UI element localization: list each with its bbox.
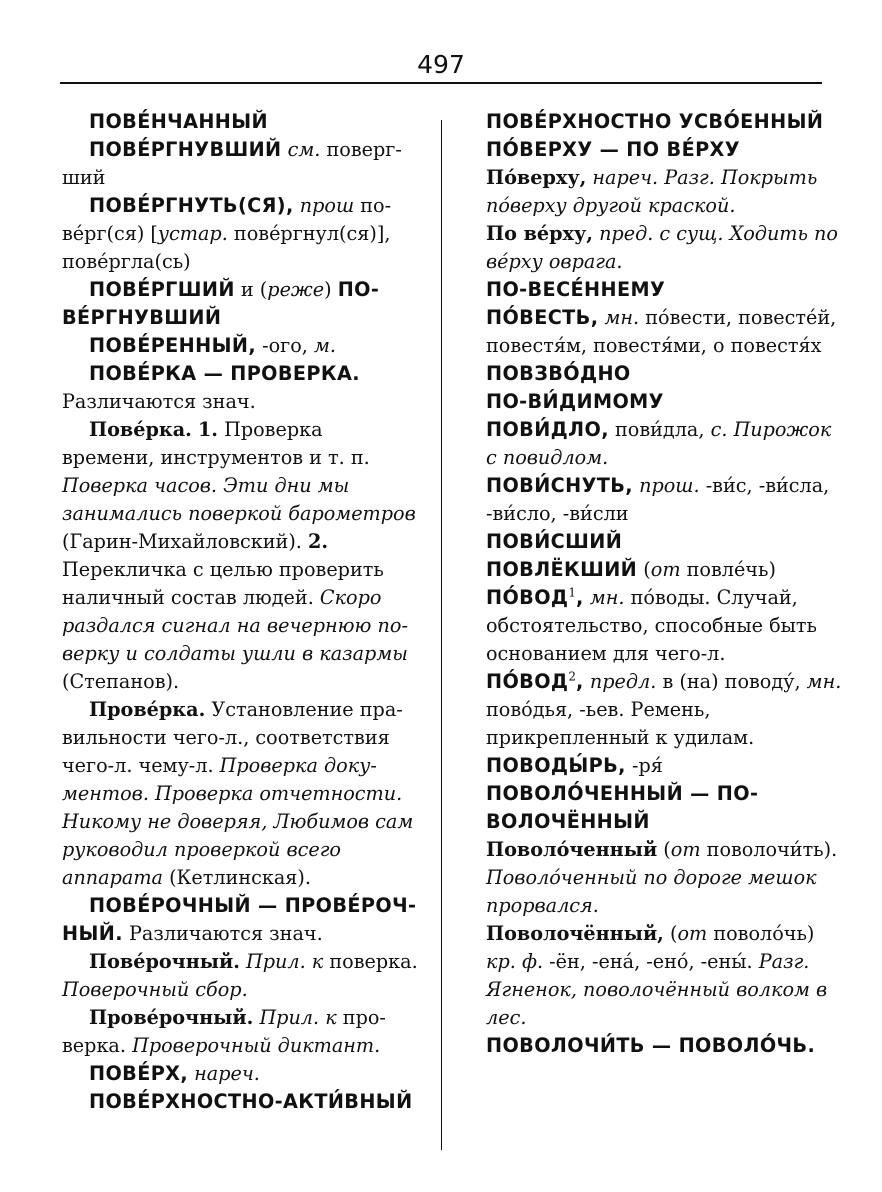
- text-right-r14-sep: ,: [576, 670, 584, 693]
- entry-povergnuvshy: [62, 136, 420, 192]
- text-left-e4-hw2: ПОВЕ́РГНУВШИЙ: [62, 278, 379, 329]
- sense-povolochenny-1: [486, 836, 844, 920]
- sense-povolochenny-2: [486, 920, 844, 1032]
- text-right-r13-sup: 1: [568, 585, 577, 600]
- text-left-s4-hw: Прове́рочный.: [89, 1006, 254, 1029]
- text-left-e1: ПОВЕ́НЧАННЫЙ: [89, 110, 268, 133]
- text-left-e3-a: пове́рг(ся) [: [62, 194, 392, 245]
- left-column: [62, 108, 420, 1116]
- entry-poverka-proverka: [62, 360, 420, 416]
- text-left-s1-hw: Пове́рка.: [89, 418, 192, 441]
- text-right-r17-open: (: [663, 838, 671, 861]
- entry-povenchanny: [62, 108, 420, 136]
- text-right-r6-hw: ПО́ВЕСТЬ,: [486, 306, 599, 329]
- text-right-r18-open: (: [669, 922, 678, 945]
- text-right-r17-hw: Поволо́ченный: [486, 838, 658, 861]
- text-right-r9-hw: ПОВИ́ДЛО,: [486, 418, 609, 441]
- text-right-r14-sup: 2: [568, 669, 577, 684]
- entry-po-vesennemu: [486, 276, 844, 304]
- text-right-r10-prosh: прош.: [639, 474, 700, 497]
- text-right-r1: ПОВЕ́РХНОСТНО УСВО́ЕННЫЙ: [486, 110, 824, 133]
- entry-povod-2: [486, 668, 844, 752]
- text-left-e4-hw1: ПОВЕ́РГШИЙ: [89, 278, 235, 301]
- text-right-r13-a: по́воды. Случай, обстоятельство, способные быть основанием для чего-л.: [486, 586, 817, 665]
- entry-povolochit: [486, 1032, 844, 1060]
- text-left-e7-hw: ПОВЕ́РОЧНЫЙ — ПРОВЕ́РОЧНЫЙ.: [62, 894, 416, 945]
- text-left-e3-hw: ПОВЕ́РГНУТЬ(СЯ),: [89, 194, 294, 217]
- sense-poverka: [62, 416, 420, 696]
- entry-poverkhnostno-aktivny: [62, 1088, 420, 1116]
- text-left-s3-a: поверка.: [329, 950, 418, 973]
- text-right-r4-gram: пред. с сущ.: [599, 222, 724, 245]
- text-left-e5-hw: ПОВЕ́РЕННЫЙ,: [89, 334, 257, 357]
- entry-poverkhnostno-usvoenny: [486, 108, 844, 136]
- text-right-r12-a: повле́чь): [686, 558, 776, 581]
- text-right-r13-mn: мн.: [589, 586, 625, 609]
- entry-po-vidimomu: [486, 388, 844, 416]
- text-right-r15-a: -ря́: [631, 754, 663, 777]
- text-left-e6-hw: ПОВЕ́РКА — ПРОВЕРКА.: [89, 362, 360, 385]
- text-right-r14-mn: мн.: [806, 670, 842, 693]
- text-left-e9: ПОВЕ́РХНОСТНО-АКТИ́ВНЫЙ: [89, 1090, 413, 1113]
- entry-povergshy: [62, 276, 420, 332]
- text-left-e3-b: пове́ргнул(ся)], пове́ргла(сь): [62, 222, 391, 273]
- text-left-s1-ex2: Скоро раздался сигнал на вечернюю поверку и солдаты ушли в казармы: [62, 586, 408, 665]
- text-left-e7-rest: Различаются знач.: [129, 922, 323, 945]
- entry-povzvodno: [486, 360, 844, 388]
- entry-poverenny: [62, 332, 420, 360]
- text-left-e8-hw: ПОВЕ́РХ,: [89, 1062, 189, 1085]
- entry-poverochny: [62, 892, 420, 948]
- text-left-e2-see: см.: [287, 138, 321, 161]
- text-left-s1-src1: (Гарин-Михайловский).: [62, 530, 302, 553]
- text-right-r18-ex: Разг. Ягненок, поволочённый волком в лес.: [486, 950, 828, 1029]
- sense-proverka: [62, 696, 420, 892]
- text-right-r14-predl: предл.: [589, 670, 657, 693]
- entry-povod-1: [486, 584, 844, 668]
- text-left-e6-rest: Различаются знач.: [62, 390, 256, 413]
- text-left-s1-n2: 2.: [308, 530, 329, 553]
- text-right-r12-open: (: [643, 558, 651, 581]
- text-right-r10-a: -ви́с, -ви́сла, -ви́сло, -ви́сли: [486, 474, 830, 525]
- text-right-r6-mn: мн.: [604, 306, 640, 329]
- text-right-r14-a: в (на) поводу́,: [662, 670, 801, 693]
- entry-povest: [486, 304, 844, 360]
- text-right-r13-hw: ПО́ВОД: [486, 586, 569, 609]
- text-left-e5-a: -ого,: [262, 334, 308, 357]
- text-right-r19: ПОВОЛОЧИ́ТЬ — ПОВОЛО́ЧЬ.: [486, 1034, 816, 1057]
- entry-povodyr: [486, 752, 844, 780]
- text-right-r3-gram: нареч. Разг.: [592, 166, 715, 189]
- entry-povisnut: [486, 472, 844, 528]
- text-right-r4-hw: По ве́рху,: [486, 222, 593, 245]
- text-left-e4-rezhe: реже: [267, 278, 325, 301]
- column-divider: [441, 120, 442, 1150]
- text-right-r18-a: поволо́чь): [713, 922, 815, 945]
- entry-povlekshy: [486, 556, 844, 584]
- header-rule: [60, 82, 822, 84]
- text-left-s2-ex: Проверка документов. Проверка отчетности. Никому не доверяя, Любимов сам руководил проверкой всего аппарата: [62, 754, 414, 889]
- text-left-s4-a: проверка.: [62, 1006, 386, 1057]
- sense-poverochny: [62, 948, 420, 1004]
- sense-proverochny: [62, 1004, 420, 1060]
- entry-poverkhu: [486, 136, 844, 164]
- text-left-e3-ustar: устар.: [157, 222, 228, 245]
- text-right-r14-b: пово́дья, -ьев. Ремень, прикрепленный к удилам.: [486, 698, 755, 749]
- text-right-r18-hw: Поволочённый,: [486, 922, 664, 945]
- text-right-r9-ex: Пирожок с повидлом.: [486, 418, 832, 469]
- text-right-r18-b: -ён, -ена́, -ено́, -ены́.: [549, 950, 753, 973]
- text-right-r7: ПОВЗВО́ДНО: [486, 362, 631, 385]
- text-right-r4-ex: Ходить по ве́рху оврага.: [486, 222, 838, 273]
- text-right-r12-ot: от: [650, 558, 681, 581]
- text-left-s4-pril: Прил. к: [259, 1006, 337, 1029]
- text-right-r3-hw: По́верху,: [486, 166, 587, 189]
- text-left-s3-pril: Прил. к: [246, 950, 324, 973]
- text-right-r6-a: по́вести, повесте́й, повестя́м, повестя́ми, о повестя́х: [486, 306, 837, 357]
- text-left-s3-ex: Поверочный сбор.: [62, 978, 248, 1001]
- text-left-s4-ex: Проверочный диктант.: [132, 1034, 381, 1057]
- text-left-s1-ex1: Поверка часов. Эти дни мы занимались поверкой барометров: [62, 474, 416, 525]
- text-right-r18-kr: кр. ф.: [486, 950, 544, 973]
- sense-po-verkhu: [486, 220, 844, 276]
- text-right-r16: ПОВОЛО́ЧЕННЫЙ — ПОВОЛОЧЁННЫЙ: [486, 782, 758, 833]
- text-left-s1-b: Перекличка с целью проверить наличный состав людей.: [62, 558, 384, 609]
- text-left-s3-hw: Пове́рочный.: [89, 950, 240, 973]
- text-right-r18-ot: от: [677, 922, 708, 945]
- text-right-r17-a: поволочи́ть).: [706, 838, 838, 861]
- text-left-e4-and: и (: [240, 278, 268, 301]
- text-left-e2-rest: повергший: [62, 138, 402, 189]
- text-left-s2-a: Установление правильности чего-л., соответствия чего-л. чему-л.: [62, 698, 403, 777]
- entry-povolochenny: [486, 780, 844, 836]
- entry-poverkh: [62, 1060, 420, 1088]
- text-right-r9-a: пови́дла,: [615, 418, 705, 441]
- text-left-s1-src2: (Степанов).: [62, 670, 180, 693]
- text-right-r12-hw: ПОВЛЁКШИЙ: [486, 558, 638, 581]
- text-right-r14-hw: ПО́ВОД: [486, 670, 569, 693]
- text-right-r17-ot: от: [670, 838, 701, 861]
- text-right-r8: ПО-ВИ́ДИМОМУ: [486, 390, 664, 413]
- text-right-r11: ПОВИ́СШИЙ: [486, 530, 623, 553]
- entry-povisshy: [486, 528, 844, 556]
- text-left-e8-nar: нареч.: [194, 1062, 260, 1085]
- text-right-r9-s: с.: [710, 418, 728, 441]
- text-right-r2: ПО́ВЕРХУ — ПО ВЕ́РХУ: [486, 138, 740, 161]
- text-left-s2-src: (Кетлинская).: [169, 866, 312, 889]
- text-left-s1-n1: 1.: [197, 418, 218, 441]
- entry-povergnut: [62, 192, 420, 276]
- text-left-e3-prosh: прош: [299, 194, 355, 217]
- text-left-s1-a: Проверка времени, инструментов и т. п.: [62, 418, 370, 469]
- right-column: [486, 108, 844, 1060]
- page-number: 497: [417, 50, 465, 79]
- text-right-r10-hw: ПОВИ́СНУТЬ,: [486, 474, 633, 497]
- text-right-r15-hw: ПОВОДЫ́РЬ,: [486, 754, 626, 777]
- text-right-r3-ex: Покрыть по́верху другой краской.: [486, 166, 818, 217]
- text-left-e2-hw: ПОВЕ́РГНУВШИЙ: [89, 138, 282, 161]
- text-right-r13-sep: ,: [576, 586, 584, 609]
- text-right-r5: ПО-ВЕСЕ́ННЕМУ: [486, 278, 666, 301]
- entry-povidlo: [486, 416, 844, 472]
- text-left-s2-hw: Прове́рка.: [89, 698, 206, 721]
- text-right-r17-ex: Поволо́ченный по дороге мешок прорвался.: [486, 866, 817, 917]
- text-left-e5-m: м.: [314, 334, 337, 357]
- text-left-e4-close: ): [324, 278, 332, 301]
- sense-poverkhu: [486, 164, 844, 220]
